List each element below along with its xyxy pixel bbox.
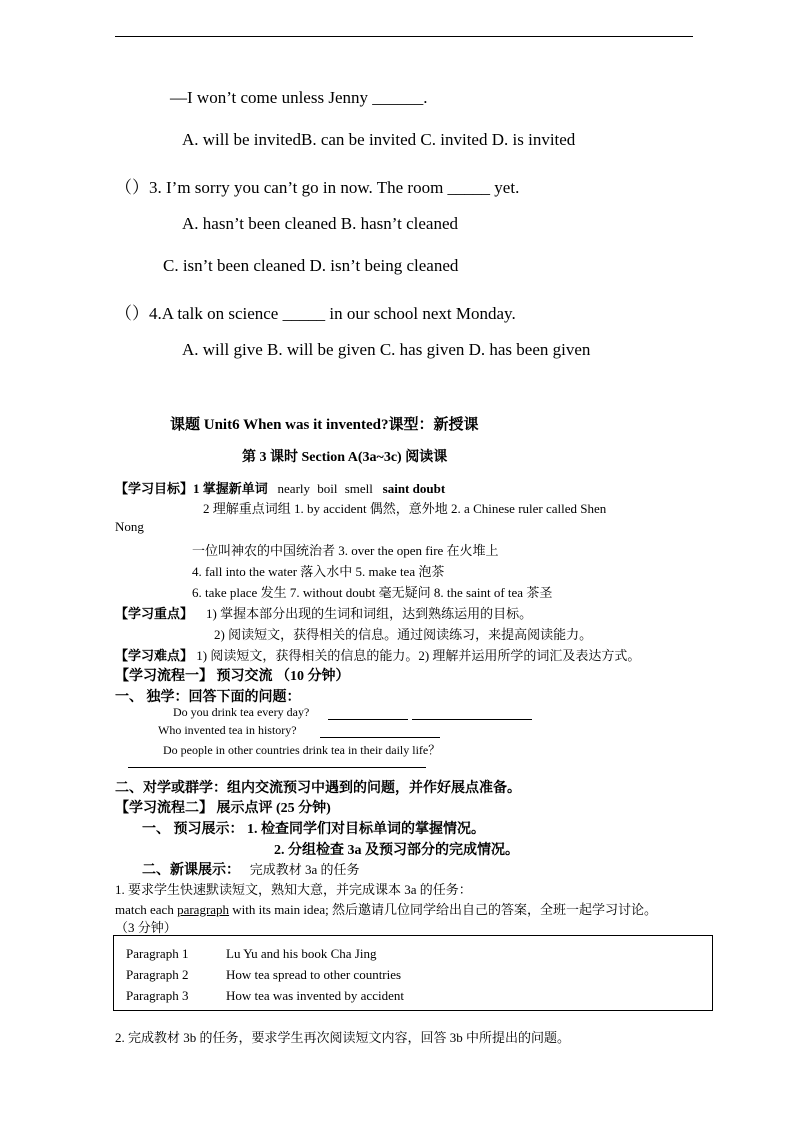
table-row xyxy=(126,967,401,983)
answer-line-a2 xyxy=(412,719,532,720)
difficulty-label: 【学习难点】 xyxy=(115,648,194,663)
goal-row xyxy=(115,478,445,497)
question-b: Who invented tea in history? xyxy=(158,723,297,737)
q3-options-cd: C. isn’t been cleaned D. isn’t being cleaned xyxy=(163,256,459,275)
question-c: Do people in other countries drink tea in their daily life？ xyxy=(163,743,441,757)
key-1: 1) 掌握本部分出现的生词和词组，达到熟练运用的目标。 xyxy=(206,606,533,621)
new-lesson-label: 二、新课展示： xyxy=(142,863,240,878)
difficulty-text: 1) 阅读短文，获得相关的信息的能力。2) 理解并运用所学的词汇及表达方式。 xyxy=(196,648,641,663)
goal-2-line-2: 一位叫神农的中国统治者 3. over the open fire 在火堆上 xyxy=(192,543,499,558)
key-2: 2) 阅读短文，获得相关的信息。通过阅读练习，来提高阅读能力。 xyxy=(214,627,593,642)
q4-options: A. will give B. will be given C. has given D. has been given xyxy=(182,340,591,359)
goal-2-line-3: 4. fall into the water 落入水中 5. make tea 泡茶 xyxy=(192,564,445,579)
difficulty-row xyxy=(115,645,640,664)
task-1-line-2a: match each xyxy=(115,902,178,917)
paragraph-label: Paragraph 1 xyxy=(126,946,189,961)
answer-line-a1 xyxy=(328,719,408,720)
table-row xyxy=(126,988,404,1004)
quiz-line-1: —I won’t come unless Jenny ______. xyxy=(170,88,428,107)
q2-options: A. will be invitedB. can be invited C. invited D. is invited xyxy=(182,130,576,149)
goal-2-line-4: 6. take place 发生 7. without doubt 毫无疑问 8. the saint of tea 茶圣 xyxy=(192,585,553,600)
flow-1-section: 一、 独学：回答下面的问题： xyxy=(115,690,301,705)
paragraph-label: Paragraph 2 xyxy=(126,967,189,982)
top-rule xyxy=(115,36,693,37)
key-label: 【学习重点】 xyxy=(115,606,194,621)
goal-1-words: nearly boil smell xyxy=(277,481,373,496)
q3-options-ab: A. hasn’t been cleaned B. hasn’t cleaned xyxy=(182,214,458,233)
new-lesson-row xyxy=(142,859,360,879)
table-row xyxy=(126,946,376,962)
task-1-time: （3 分钟） xyxy=(115,920,177,935)
q4-question: （）4.A talk on science _____ in our school next Monday. xyxy=(115,304,516,323)
main-idea: How tea spread to other countries xyxy=(226,967,402,982)
task-1-line-1: 1. 要求学生快速默读短文，熟知大意，并完成课本 3a 的任务： xyxy=(115,882,472,897)
question-a: Do you drink tea every day? xyxy=(173,705,310,719)
goal-1-intro: 1 掌握新单词 xyxy=(193,481,268,496)
task-1-line-2c: with its main idea; 然后邀请几位同学给出自己的答案，全班一起学习讨论。 xyxy=(229,902,657,917)
q3-question: （）3. I’m sorry you can’t go in now. The room _____ yet. xyxy=(115,178,520,197)
section-2-heading: 二、对学或群学：组内交流预习中遇到的问题，并作好展点准备。 xyxy=(115,781,521,796)
lesson-subtitle: 第 3 课时 Section A(3a~3c) 阅读课 xyxy=(242,450,448,465)
task-2: 2. 完成教材 3b 的任务，要求学生再次阅读短文内容，回答 3b 中所提出的问题。 xyxy=(115,1030,571,1045)
paragraph-label: Paragraph 3 xyxy=(126,988,189,1003)
flow-1-heading: 【学习流程一】 预习交流 （10 分钟） xyxy=(115,669,350,684)
lesson-title: 课题 Unit6 When was it invented?课型：新授课 xyxy=(170,417,479,433)
answer-line-b xyxy=(320,737,440,738)
flow-2-heading: 【学习流程二】 展示点评 (25 分钟) xyxy=(115,801,331,816)
task-1-line-2 xyxy=(115,899,657,918)
answer-line-c xyxy=(128,767,426,768)
goal-label: 【学习目标】 xyxy=(115,481,194,496)
show-2: 2. 分组检查 3a 及预习部分的完成情况。 xyxy=(274,843,519,858)
main-idea: Lu Yu and his book Cha Jing xyxy=(226,946,377,961)
match-table xyxy=(113,935,713,1011)
key-row xyxy=(115,603,532,622)
main-idea: How tea was invented by accident xyxy=(226,988,404,1003)
show-1: 一、 预习展示： 1. 检查同学们对目标单词的掌握情况。 xyxy=(142,822,485,837)
goal-2-line-1b: Nong xyxy=(115,519,144,534)
new-lesson-text: 完成教材 3a 的任务 xyxy=(249,862,360,877)
goal-1-bold-words: saint doubt xyxy=(382,481,446,496)
goal-2-line-1: 2 理解重点词组 1. by accident 偶然，意外地 2. a Chinese ruler called Shen xyxy=(203,501,607,516)
task-1-paragraph-word: paragraph xyxy=(177,902,230,917)
